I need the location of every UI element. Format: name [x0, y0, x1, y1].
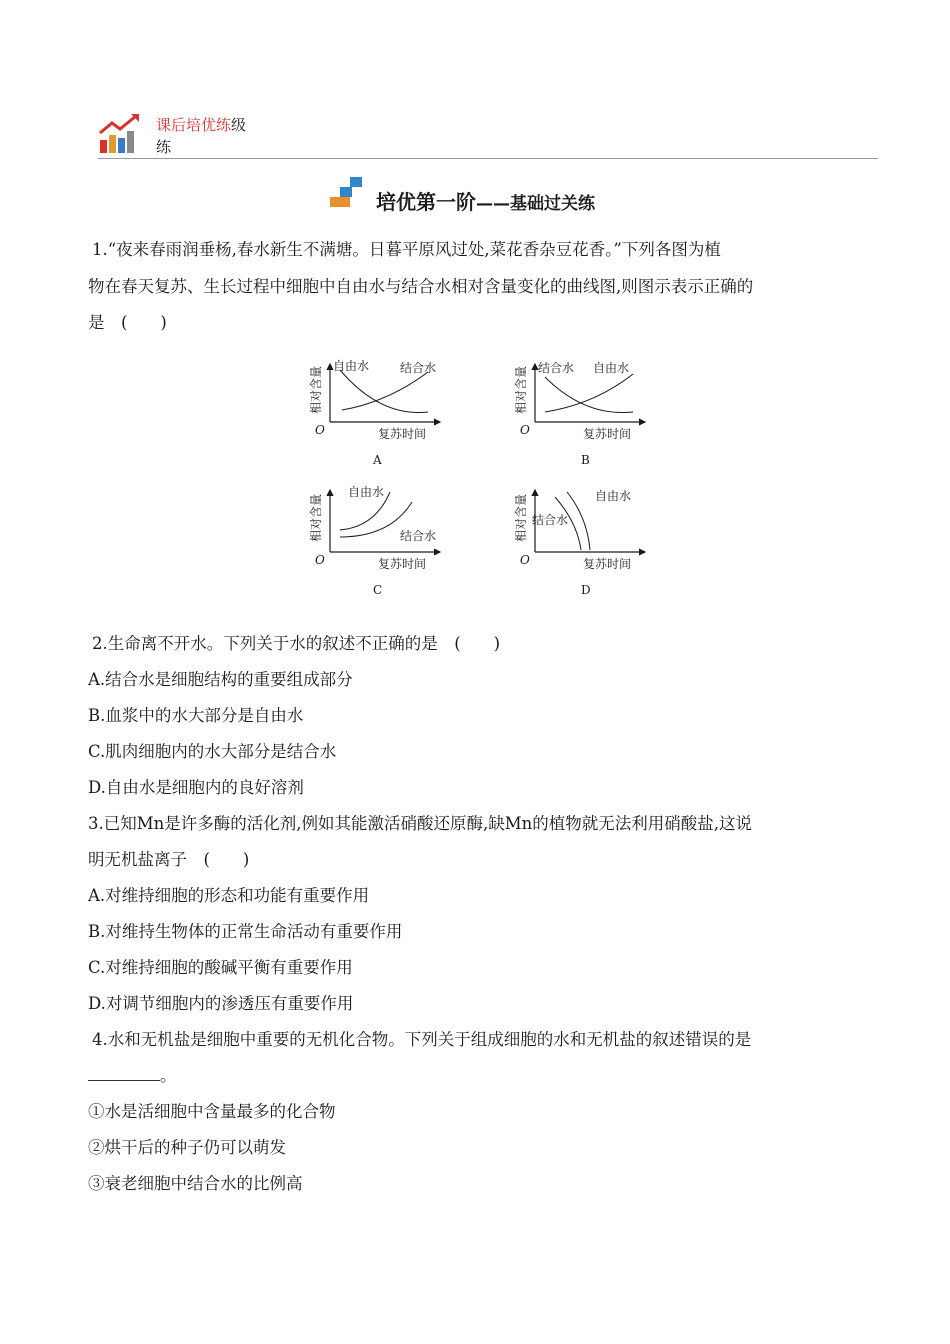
q4-item-2: ②烘干后的种子仍可以萌发 — [88, 1138, 286, 1157]
q2-option-c: C.肌肉细胞内的水大部分是结合水 — [88, 742, 337, 761]
chart-b — [513, 360, 645, 467]
chart-a-curve-bound-water — [342, 372, 428, 410]
chart-c-label-1: 自由水 — [348, 485, 385, 499]
q1-line-1: 1.“夜来春雨润垂杨,春水新生不满塘。日暮平原风过处,菜花香杂豆花香。”下列各图为植 — [92, 240, 721, 259]
chart-d-label-2: 结合水 — [532, 513, 569, 527]
q1-line-2: 物在春天复苏、生长过程中细胞中自由水与结合水相对含量变化的曲线图,则图示表示正确的 — [88, 277, 754, 296]
chart-d-curve-free-water — [567, 492, 590, 550]
chart-b-curve-bound-water — [545, 377, 633, 413]
q1-charts — [290, 352, 660, 602]
chart-c — [308, 484, 440, 597]
chart-a-ylabel: 相对含量 — [309, 365, 323, 414]
chart-c-label-2: 结合水 — [400, 529, 437, 543]
q4-item-1: ①水是活细胞中含量最多的化合物 — [88, 1102, 336, 1121]
chart-a-label-2: 结合水 — [400, 361, 437, 375]
chart-b-label-1: 结合水 — [538, 361, 575, 375]
q4-answer-line: 。 — [88, 1064, 177, 1088]
answer-blank[interactable] — [88, 1066, 160, 1081]
header-divider — [98, 158, 878, 159]
chart-d-letter: D — [581, 583, 591, 597]
chart-b-letter: B — [581, 453, 590, 467]
q2-option-a: A.结合水是细胞结构的重要组成部分 — [88, 670, 353, 689]
chart-a-origin: O — [315, 423, 325, 437]
q3-line-1: 3.已知Mn是许多酶的活化剂,例如其能激活硝酸还原酶,缺Mn的植物就无法利用硝酸盐,这说 — [88, 814, 753, 833]
q2-option-d: D.自由水是细胞内的良好溶剂 — [88, 778, 304, 797]
chart-a-xlabel: 复苏时间 — [378, 427, 427, 441]
chart-b-xlabel: 复苏时间 — [583, 427, 632, 441]
chart-a — [308, 358, 440, 467]
chart-c-letter: C — [373, 583, 383, 597]
header-label: 课后培优练级 练 — [156, 116, 247, 156]
q4-item-3: ③衰老细胞中结合水的比例高 — [88, 1174, 303, 1193]
chart-d — [513, 488, 645, 597]
chart-c-ylabel: 相对含量 — [309, 493, 323, 542]
q3-line-2: 明无机盐离子 ( ) — [88, 850, 250, 869]
q3-option-b: B.对维持生物体的正常生命活动有重要作用 — [88, 922, 403, 941]
chart-c-xlabel: 复苏时间 — [378, 557, 427, 571]
chart-b-origin: O — [520, 423, 530, 437]
q3-option-c: C.对维持细胞的酸碱平衡有重要作用 — [88, 958, 353, 977]
section-title: 培优第一阶——基础过关练 — [376, 190, 595, 214]
q2-stem: 2.生命离不开水。下列关于水的叙述不正确的是 ( ) — [92, 634, 501, 653]
q1-line-3: 是 ( ) — [88, 313, 167, 332]
q3-option-a: A.对维持细胞的形态和功能有重要作用 — [88, 886, 370, 905]
chart-a-curve-free-water — [340, 370, 428, 412]
chart-d-origin: O — [520, 553, 530, 567]
chart-d-ylabel: 相对含量 — [514, 493, 528, 542]
q2-option-b: B.血浆中的水大部分是自由水 — [88, 706, 304, 725]
q4-stem: 4.水和无机盐是细胞中重要的无机化合物。下列关于组成细胞的水和无机盐的叙述错误的是 — [92, 1030, 752, 1049]
chart-c-origin: O — [315, 553, 325, 567]
chart-a-letter: A — [373, 453, 382, 467]
chart-d-xlabel: 复苏时间 — [583, 557, 632, 571]
chart-a-label-1: 自由水 — [333, 359, 370, 373]
chart-b-ylabel: 相对含量 — [514, 365, 528, 414]
stairs-icon — [328, 177, 370, 207]
chart-b-label-2: 自由水 — [593, 361, 630, 375]
chart-d-label-1: 自由水 — [595, 489, 632, 503]
growth-chart-logo-icon — [98, 113, 142, 155]
q3-option-d: D.对调节细胞内的渗透压有重要作用 — [88, 994, 354, 1013]
